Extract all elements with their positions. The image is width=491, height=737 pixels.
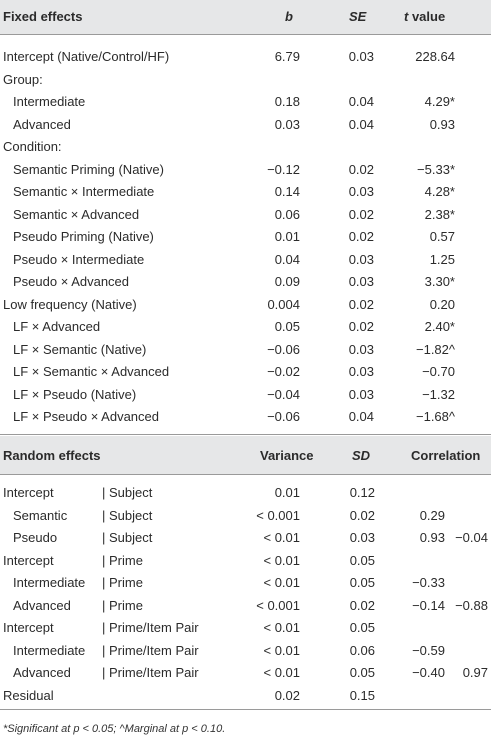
se-value: 0.02 xyxy=(348,206,374,222)
b-value: 6.79 xyxy=(274,49,300,64)
se-value: 0.03 xyxy=(348,251,374,267)
variance-value: < 0.01 xyxy=(263,575,300,590)
grouping-factor: | Prime xyxy=(102,597,143,613)
grouping-factor: | Subject xyxy=(102,507,153,523)
correlation-value-1: −0.59 xyxy=(412,642,445,658)
effect-label: Intercept (Native/Control/HF) xyxy=(3,49,170,64)
random-effect-row xyxy=(0,662,491,685)
random-effect-row xyxy=(0,505,491,528)
random-effect-label: Intercept xyxy=(3,552,54,568)
se-value: 0.03 xyxy=(348,184,374,199)
b-value: −0.04 xyxy=(267,386,300,402)
b-value: 0.03 xyxy=(274,116,300,132)
variance-value: < 0.001 xyxy=(256,507,300,523)
random-effect-label: Intercept xyxy=(3,485,54,500)
sd-value: 0.02 xyxy=(349,507,375,523)
variance-value: < 0.01 xyxy=(263,530,300,545)
se-value: 0.03 xyxy=(348,341,374,357)
t-value: −5.33* xyxy=(417,161,455,177)
random-effect-label: Semantic xyxy=(13,507,68,523)
random-effect-label: Advanced xyxy=(13,597,71,613)
b-value: 0.05 xyxy=(274,319,300,334)
correlation-value-2: 0.97 xyxy=(462,665,488,680)
effect-label: Intermediate xyxy=(13,94,86,109)
variance-value: < 0.01 xyxy=(263,642,300,658)
random-effect-label: Pseudo xyxy=(13,530,58,545)
t-value: 4.28* xyxy=(424,184,455,199)
se-value: 0.04 xyxy=(348,409,374,424)
t-value: −1.68^ xyxy=(416,409,455,424)
random-effect-row xyxy=(0,640,491,663)
correlation-value-2: −0.88 xyxy=(455,597,488,613)
effect-label: LF × Pseudo (Native) xyxy=(13,386,137,402)
sd-value: 0.05 xyxy=(349,552,375,568)
se-value: 0.02 xyxy=(348,161,374,177)
fixed-effect-row xyxy=(0,159,491,182)
t-value: 1.25 xyxy=(429,251,455,267)
fixed-effect-row xyxy=(0,339,491,362)
t-value: 0.20 xyxy=(429,296,455,312)
t-value: −1.32 xyxy=(422,386,455,402)
sd-value: 0.05 xyxy=(349,665,375,680)
grouping-factor: | Prime/Item Pair xyxy=(102,620,199,635)
fixed-effect-row xyxy=(0,271,491,294)
fixed-effect-row xyxy=(0,181,491,204)
fixed-effect-row xyxy=(0,204,491,227)
effect-label: Pseudo Priming (Native) xyxy=(13,229,154,244)
sd-value: 0.06 xyxy=(349,642,375,658)
random-effect-label: Intercept xyxy=(3,620,54,635)
fixed-effect-row xyxy=(0,46,491,69)
fixed-effect-row xyxy=(0,136,491,159)
se-value: 0.03 xyxy=(348,386,374,402)
b-value: −0.06 xyxy=(267,341,300,357)
b-column-header: b xyxy=(285,9,293,24)
random-effect-label: Residual xyxy=(3,687,54,703)
fixed-effect-row xyxy=(0,91,491,114)
t-value: 0.57 xyxy=(429,229,455,244)
fixed-effect-row xyxy=(0,249,491,272)
effect-label: LF × Pseudo × Advanced xyxy=(13,409,159,424)
se-column-header: SE xyxy=(349,9,367,24)
se-value: 0.03 xyxy=(348,49,374,64)
random-effect-row xyxy=(0,685,491,708)
sd-value: 0.02 xyxy=(349,597,375,613)
t-value: 4.29* xyxy=(424,94,455,109)
b-value: 0.06 xyxy=(274,206,300,222)
b-value: 0.14 xyxy=(274,184,300,199)
se-value: 0.04 xyxy=(348,94,374,109)
fixed-effect-row xyxy=(0,384,491,407)
b-value: −0.12 xyxy=(267,161,300,177)
fixed-effect-row xyxy=(0,406,491,429)
b-value: 0.004 xyxy=(267,296,300,312)
variance-value: < 0.01 xyxy=(263,665,300,680)
header-rule xyxy=(0,34,491,35)
variance-value: 0.01 xyxy=(274,485,300,500)
effect-label: Semantic Priming (Native) xyxy=(13,161,164,177)
grouping-factor: | Subject xyxy=(102,530,153,545)
b-value: 0.01 xyxy=(274,229,300,244)
sd-value: 0.05 xyxy=(349,575,375,590)
random-effects-title: Random effects xyxy=(3,448,101,463)
grouping-factor: | Prime xyxy=(102,552,143,568)
se-value: 0.02 xyxy=(348,319,374,334)
t-value: 3.30* xyxy=(424,274,455,289)
sd-value: 0.12 xyxy=(349,485,375,500)
table-footnote: *Significant at p < 0.05; ^Marginal at p < 0.10. xyxy=(3,723,226,735)
random-effect-row xyxy=(0,617,491,640)
se-value: 0.04 xyxy=(348,116,374,132)
correlation-value-1: −0.14 xyxy=(412,597,445,613)
effect-label: Pseudo × Advanced xyxy=(13,274,130,289)
grouping-factor: | Subject xyxy=(102,485,153,500)
correlation-column-header: Correlation xyxy=(411,448,481,463)
se-value: 0.02 xyxy=(348,229,374,244)
effect-label: Pseudo × Intermediate xyxy=(13,251,145,267)
value-word: value xyxy=(408,9,446,24)
se-value: 0.02 xyxy=(348,296,374,312)
t-value: 2.38* xyxy=(424,206,455,222)
bottom-rule xyxy=(0,709,491,710)
se-value: 0.03 xyxy=(348,274,374,289)
random-header-rule xyxy=(0,474,491,475)
effect-label: Low frequency (Native) xyxy=(3,296,137,312)
variance-value: < 0.01 xyxy=(263,552,300,568)
random-effect-row xyxy=(0,550,491,573)
t-value: 0.93 xyxy=(429,116,455,132)
fixed-effects-title: Fixed effects xyxy=(3,9,83,24)
effect-label: Condition: xyxy=(3,139,62,154)
random-effect-row xyxy=(0,572,491,595)
variance-value: < 0.01 xyxy=(263,620,300,635)
fixed-effect-row xyxy=(0,114,491,137)
b-value: −0.06 xyxy=(267,409,300,424)
random-effects-header xyxy=(0,436,491,474)
fixed-effect-row xyxy=(0,69,491,92)
fixed-effect-row xyxy=(0,316,491,339)
effect-label: Advanced xyxy=(13,116,71,132)
t-value-column-header xyxy=(404,9,445,24)
correlation-value-1: 0.93 xyxy=(419,530,445,545)
t-value: −1.82^ xyxy=(416,341,455,357)
correlation-value-2: −0.04 xyxy=(455,530,488,545)
effect-label: LF × Semantic × Advanced xyxy=(13,364,170,379)
grouping-factor: | Prime/Item Pair xyxy=(102,642,199,658)
fixed-effects-header xyxy=(0,0,491,34)
section-rule xyxy=(0,434,491,435)
variance-column-header: Variance xyxy=(260,448,314,463)
correlation-value-1: 0.29 xyxy=(419,507,445,523)
sd-column-header: SD xyxy=(352,448,371,463)
sd-value: 0.03 xyxy=(349,530,375,545)
correlation-value-1: −0.33 xyxy=(412,575,445,590)
se-value: 0.03 xyxy=(348,364,374,379)
b-value: 0.04 xyxy=(274,251,300,267)
b-value: 0.18 xyxy=(274,94,300,109)
effect-label: Semantic × Intermediate xyxy=(13,184,155,199)
b-value: −0.02 xyxy=(267,364,300,379)
fixed-effect-row xyxy=(0,294,491,317)
random-effect-row xyxy=(0,482,491,505)
variance-value: < 0.001 xyxy=(256,597,300,613)
random-effect-label: Intermediate xyxy=(13,575,86,590)
grouping-factor: | Prime xyxy=(102,575,143,590)
t-value: 2.40* xyxy=(424,319,455,334)
t-italic: t xyxy=(404,9,409,24)
random-effect-label: Advanced xyxy=(13,665,71,680)
fixed-effect-row xyxy=(0,361,491,384)
effect-label: Semantic × Advanced xyxy=(13,206,140,222)
effect-label: Group: xyxy=(3,71,43,87)
random-effect-row xyxy=(0,527,491,550)
b-value: 0.09 xyxy=(274,274,300,289)
random-effect-row xyxy=(0,595,491,618)
correlation-value-1: −0.40 xyxy=(412,665,445,680)
t-value: −0.70 xyxy=(422,364,455,379)
fixed-effect-row xyxy=(0,226,491,249)
grouping-factor: | Prime/Item Pair xyxy=(102,665,199,680)
effect-label: LF × Advanced xyxy=(13,319,101,334)
t-value: 228.64 xyxy=(415,49,455,64)
effect-label: LF × Semantic (Native) xyxy=(13,341,147,357)
sd-value: 0.15 xyxy=(349,687,375,703)
random-effect-label: Intermediate xyxy=(13,642,86,658)
variance-value: 0.02 xyxy=(274,687,300,703)
sd-value: 0.05 xyxy=(349,620,375,635)
